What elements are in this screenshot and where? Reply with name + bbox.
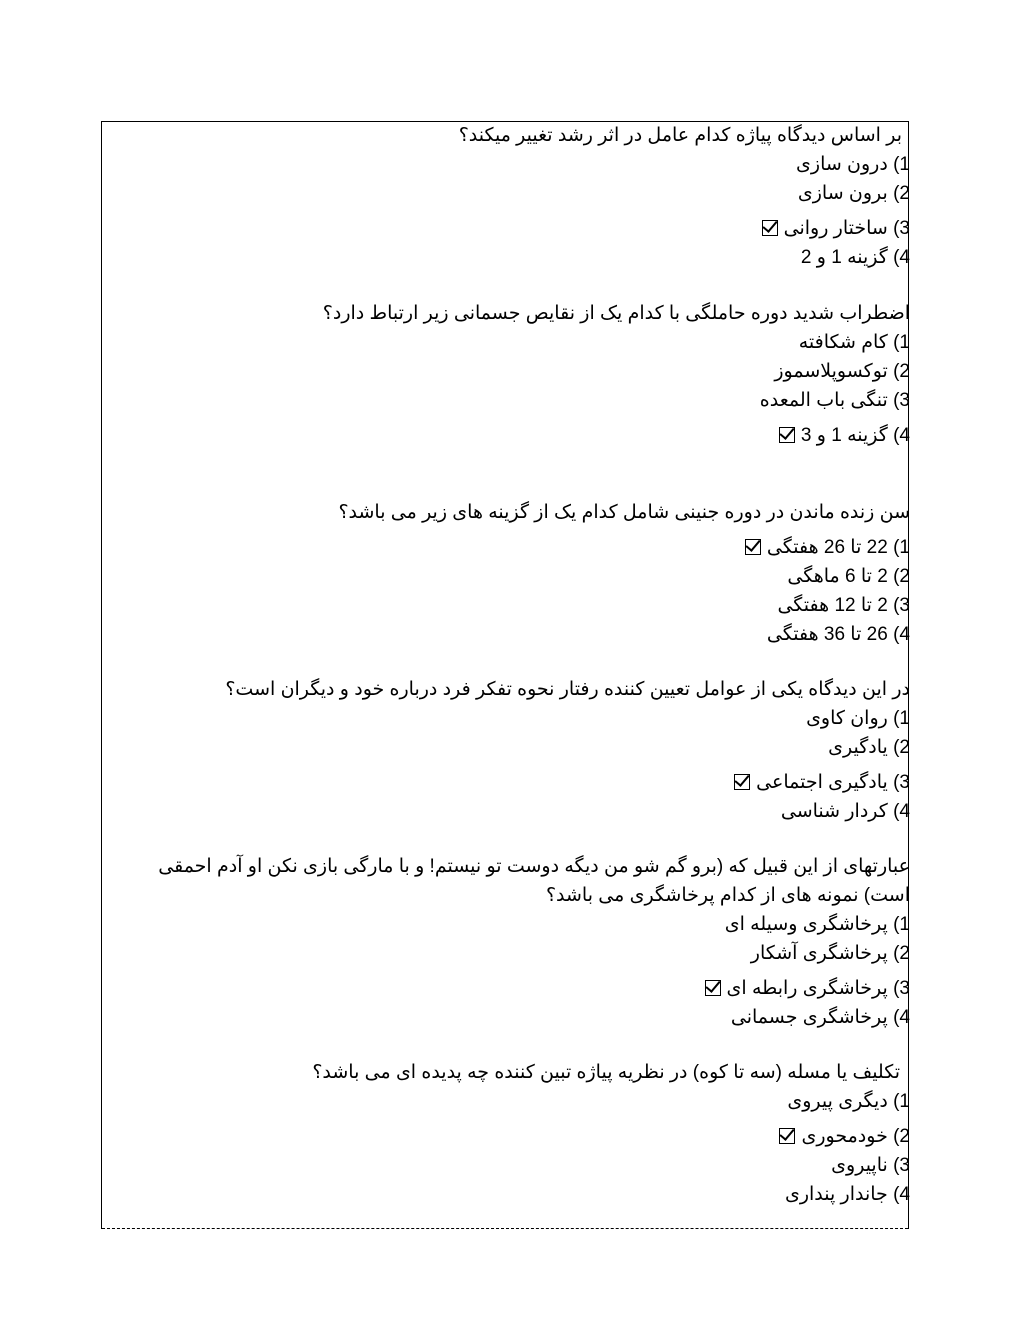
option-label: 1) دیگری پیروی (787, 1091, 910, 1112)
page-border-dashed-bottom (102, 1228, 908, 1229)
option-4 (150, 1180, 910, 1209)
option-label: 2) 2 تا 6 ماهگی (787, 566, 910, 587)
option-label: 4) جاندار پنداری (784, 1184, 910, 1205)
question-text: عبارتهای از این قبیل که (برو گم شو من دیگه دوست تو نیستم! و با مارگی بازی نکن او آدم احمقی است) نمونه های از کدام پرخاشگری می باشد؟ (158, 856, 910, 906)
option-label: 1) روان کاوی (806, 708, 910, 729)
question-text: تکلیف یا مسله (سه تا کوه) در نظریه پیاژه تبین کننده چه پدیده ای می باشد؟ (312, 1062, 900, 1083)
option-label: 3) تنگی باب المعده (759, 390, 910, 411)
question-1 (150, 121, 910, 272)
option-2 (150, 179, 910, 208)
checkbox-checked-icon (779, 427, 795, 443)
option-label: 1) درون سازی (796, 154, 910, 175)
option-1 (150, 1087, 910, 1116)
quiz-content (150, 121, 910, 1209)
checkbox-checked-icon (779, 1128, 795, 1144)
option-label: 4) پرخاشگری جسمانی (730, 1007, 910, 1028)
option-2 (150, 939, 910, 968)
option-1 (150, 150, 910, 179)
option-4 (150, 421, 910, 450)
checkbox-checked-icon (762, 220, 778, 236)
option-label: 2) خودمحوری (801, 1126, 910, 1147)
option-label: 3) ناپیروی (831, 1155, 910, 1176)
option-3 (150, 386, 910, 415)
option-2 (150, 1122, 910, 1151)
option-3 (150, 214, 910, 243)
option-label: 2) پرخاشگری آشکار (750, 943, 910, 964)
question-4 (150, 675, 910, 826)
option-label: 4) کردار شناسی (780, 801, 910, 822)
option-1 (150, 533, 910, 562)
option-label: 1) پرخاشگری وسیله ای (724, 914, 910, 935)
option-4 (150, 243, 910, 272)
question-text: بر اساس دیدگاه پیاژه کدام عامل در اثر رشد تغییر میکند؟ (458, 125, 902, 146)
question-text: سن زنده ماندن در دوره جنینی شامل کدام یک از گزینه های زیر می باشد؟ (338, 502, 910, 523)
option-2 (150, 733, 910, 762)
question-6 (150, 1058, 910, 1209)
option-label: 3) یادگیری اجتماعی (756, 772, 910, 793)
option-label: 2) توکسوپلاسموز (774, 361, 910, 382)
option-4 (150, 620, 910, 649)
option-1 (150, 910, 910, 939)
option-label: 2) یادگیری (828, 737, 910, 758)
option-label: 1) کام شکافته (798, 332, 910, 353)
question-text: اضطراب شدید دوره حاملگی با کدام یک از نقایص جسمانی زیر ارتباط دارد؟ (322, 303, 910, 324)
option-label: 1) 22 تا 26 هفتگی (766, 537, 910, 558)
checkbox-checked-icon (705, 980, 721, 996)
option-3 (150, 768, 910, 797)
option-4 (150, 797, 910, 826)
option-2 (150, 357, 910, 386)
option-label: 4) 26 تا 36 هفتگی (766, 624, 910, 645)
option-3 (150, 1151, 910, 1180)
option-1 (150, 328, 910, 357)
question-2 (150, 299, 910, 450)
option-3 (150, 974, 910, 1003)
option-label: 4) گزینه 1 و 3 (800, 425, 910, 446)
option-label: 3) 2 تا 12 هفتگی (777, 595, 910, 616)
option-label: 3) پرخاشگری رابطه ای (726, 978, 910, 999)
option-2 (150, 562, 910, 591)
option-1 (150, 704, 910, 733)
checkbox-checked-icon (745, 539, 761, 555)
option-label: 3) ساختار روانی (783, 218, 910, 239)
question-text: در این دیدگاه یکی از عوامل تعیین کننده رفتار نحوه تفکر فرد درباره خود و دیگران است؟ (225, 679, 910, 700)
option-4 (150, 1003, 910, 1032)
question-3 (150, 498, 910, 649)
option-label: 4) گزینه 1 و 2 (800, 247, 910, 268)
option-3 (150, 591, 910, 620)
checkbox-checked-icon (734, 774, 750, 790)
question-5 (150, 852, 910, 1032)
option-label: 2) برون سازی (797, 183, 910, 204)
